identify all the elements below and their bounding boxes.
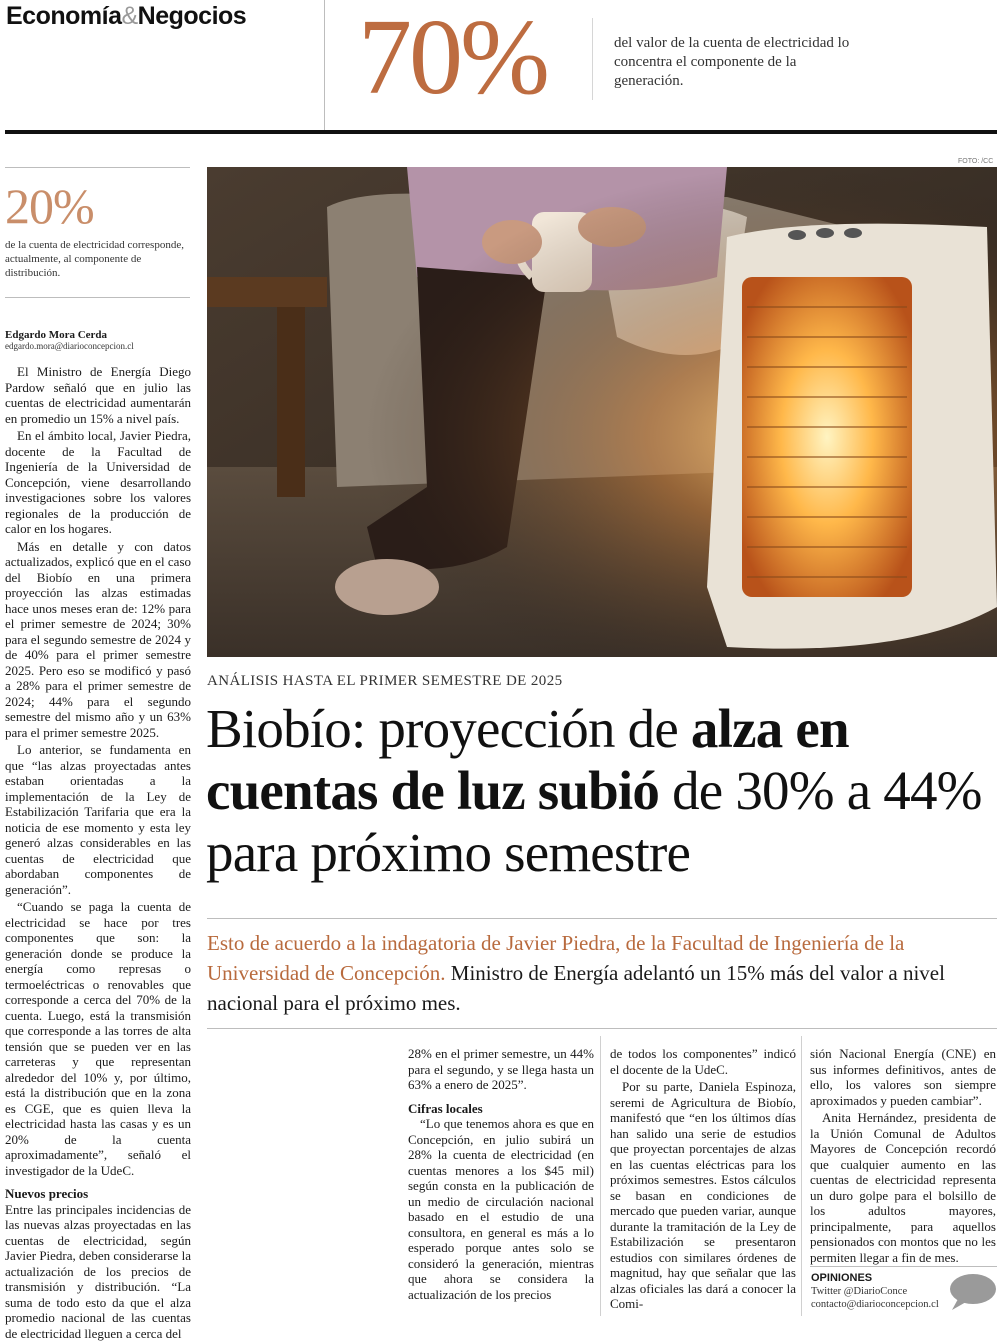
headline-bold: alza en cuentas de luz subió xyxy=(206,698,849,821)
headline-part-2: de 30% a 44% para próximo semestre xyxy=(206,760,982,883)
article-column-4 xyxy=(810,1046,996,1261)
opinions-twitter[interactable]: Twitter @DiarioConce xyxy=(811,1286,907,1297)
section-name: Economía xyxy=(6,2,121,30)
headline-rule xyxy=(207,918,997,919)
photo-credit: FOTO: /CC xyxy=(958,158,993,165)
sidebar-stat-value: 20% xyxy=(5,178,94,236)
deck-highlight: Esto de acuerdo a la indagatoria de Javier Piedra, de la Facultad de Ingeniería de la Universidad de Concepción. xyxy=(207,931,904,985)
paragraph: de todos los componentes” indicó el docente de la UdeC. xyxy=(610,1046,796,1077)
column-divider xyxy=(600,1036,601,1316)
deck-rule xyxy=(207,1028,997,1029)
speech-bubble-icon xyxy=(948,1272,998,1312)
paragraph: sión Nacional Energía (CNE) en sus informes definitivos, antes de ello, los valores son siempre aproximados y pueden cambiar”. xyxy=(810,1046,996,1108)
deck-rest: Ministro de Energía adelantó un 15% más del valor a nivel nacional para el próximo mes. xyxy=(207,961,945,1015)
opinions-label: OPINIONES xyxy=(811,1272,872,1284)
header-stat-value: 70% xyxy=(358,0,547,128)
article-kicker: ANÁLISIS HASTA EL PRIMER SEMESTRE DE 2025 xyxy=(207,673,563,690)
paragraph: En el ámbito local, Javier Piedra, docente de la Facultad de Ingeniería de la Universidad de Concepción, viene desarrollando investigaciones sobre los valores regionales de la producción de calor en los hogares. xyxy=(5,428,191,537)
header-divider xyxy=(324,0,325,130)
article-photo xyxy=(207,167,997,657)
headline-part-1: Biobío: proyección de xyxy=(206,698,691,759)
paragraph: El Ministro de Energía Diego Pardow señaló que en julio las cuentas de electricidad aumentarán en promedio un 15% a nivel país. xyxy=(5,364,191,426)
paragraph: Lo anterior, se fundamenta en que “las alzas proyectadas antes estaban orientadas a la implementación de la Ley de Estabilización Tarifaria que era la noticia de ese momento y esta ley generó alzas considerables en las cuentas de electricidad que abordaban componentes de generación”. xyxy=(5,742,191,897)
paragraph: “Lo que tenemos ahora es que en Concepción, en julio subirá un 28% la cuenta de electricidad (en cuentas menores a los $45 mil) según consta en la publicación de un medio de circulación nacional basado en el estudio de una consultora, en general es más a lo esperado porque antes solo se consideró la generación, mientras que ahora se considera la actualización de los precios xyxy=(408,1116,594,1302)
article-deck xyxy=(207,928,997,1018)
header-rule xyxy=(5,130,997,134)
paragraph: Por su parte, Daniela Espinoza, seremi de Agricultura de Biobío, manifestó que “en los últimos días han salido una serie de estudios que proyectan porcentajes de alzas en las cuentas eléctricas para los próximos semestres. Estos cálculos se basan en condiciones de mercado que pueden variar, aunque durante la tramitación de la Ley de Estabilización se presentaron estudios con similares órdenes de magnitud, hay que señalar que las alzas oficiales las dará a conocer la Comi- xyxy=(610,1079,796,1312)
subhead-nuevos-precios: Nuevos precios xyxy=(5,1186,191,1202)
author-email[interactable]: edgardo.mora@diarioconcepcion.cl xyxy=(5,341,134,351)
sidebar-stat-description: de la cuenta de electricidad corresponde, actualmente, al componente de distribución. xyxy=(5,238,193,280)
article-headline xyxy=(206,698,998,884)
header-stat-rule xyxy=(592,18,593,100)
paragraph: 28% en el primer semestre, un 44% para el segundo, y se llega hasta un 63% a enero de 2025”. xyxy=(408,1046,594,1093)
article-column-3 xyxy=(610,1046,796,1316)
opinions-rule xyxy=(810,1266,997,1267)
paragraph: Entre las principales incidencias de las nuevas alzas proyectadas en las cuentas de electricidad, según Javier Piedra, deben considerarse la actualización de los precios de transmisión y distribución. “La suma de todo esto da que el alza promedio nacional de las cuentas de electricidad lleguen a cerca del xyxy=(5,1202,191,1341)
section-title xyxy=(6,2,246,31)
heater-photo-illustration xyxy=(207,167,997,657)
column-divider xyxy=(801,1036,802,1316)
subhead-cifras-locales: Cifras locales xyxy=(408,1101,594,1117)
author-name: Edgardo Mora Cerda xyxy=(5,329,107,341)
paragraph: Anita Hernández, presidenta de la Unión Comunal de Adultos Mayores de Concepción recordó que cualquier aumento en las cuentas de electricidad representa un duro golpe para el bolsillo de los adultos mayores, principalmente, para aquellos pensionados con montos que no les permiten llegar a fin de mes. xyxy=(810,1110,996,1265)
section-ampersand: & xyxy=(121,2,137,30)
sidebar-rule-top xyxy=(5,167,190,168)
paragraph: “Cuando se paga la cuenta de electricidad se hace por tres componentes que son: la generación donde se produce la energía como represas o termoeléctricas o renovables que corresponde a cerca del 70% de la cuenta. Luego, está la transmisión que corresponde a las torres de alta tensión que se pueden ver en las carreteras y que representan alrededor del 10% y, por último, está la distribución que en la zona es CGE, que es quien lleva la electricidad hasta las casas y es un 20% de la cuenta aproximadamente”, señaló el investigador de la UdeC. xyxy=(5,899,191,1178)
article-column-1 xyxy=(5,364,191,1318)
header-stat-description: del valor de la cuenta de electricidad lo concentra el componente de la generación. xyxy=(614,34,854,91)
article-column-2 xyxy=(408,1046,594,1316)
opinions-email[interactable]: contacto@diarioconcepcion.cl xyxy=(811,1299,939,1310)
paragraph: Más en detalle y con datos actualizados, explicó que en el caso del Biobío en una primera proyección las alzas estimadas hace unos meses eran de: 12% para el primer semestre de 2024; 30% para el segundo semestre de 2024 y de 40% para el primer semestre 2025. Pero eso se modificó y pasó a 28% para el primer semestre de 2024; 44% para el segundo semestre del mismo año y un 63% para el primer semestre 2025. xyxy=(5,539,191,741)
section-name-second: Negocios xyxy=(138,2,247,30)
sidebar-rule-bottom xyxy=(5,297,190,298)
